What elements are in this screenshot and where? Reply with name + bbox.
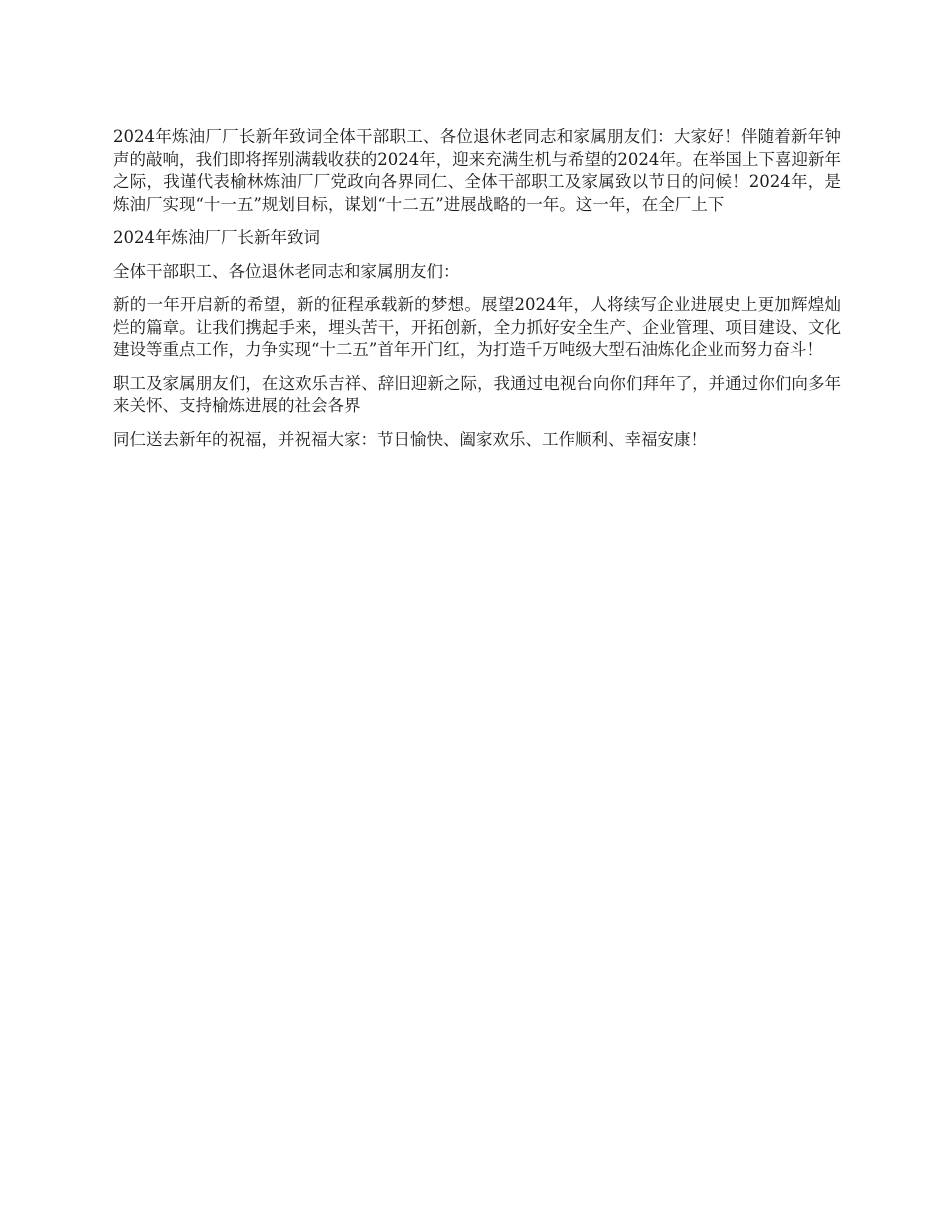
body-paragraph: 新的一年开启新的希望，新的征程承载新的梦想。展望2024年，人将续写企业进展史上更加辉煌灿烂的篇章。让我们携起手来，埋头苦干，开拓创新，全力抓好安全生产、企业管理、项目建设、文化建设等重点工作，力争实现“十二五”首年开门红，为打造千万吨级大型石油炼化企业而努力奋斗！ bbox=[113, 295, 841, 359]
document-title: 2024年炼油厂厂长新年致词 bbox=[113, 228, 320, 247]
body-paragraph: 职工及家属朋友们，在这欢乐吉祥、辞旧迎新之际，我通过电视台向你们拜年了，并通过你们向多年来关怀、支持榆炼进展的社会各界 bbox=[113, 373, 841, 415]
document-body bbox=[113, 126, 841, 462]
intro-paragraph: 2024年炼油厂厂长新年致词全体干部职工、各位退休老同志和家属朋友们：大家好！伴随着新年钟声的敲响，我们即将挥别满载收获的2024年，迎来充满生机与希望的2024年。在举国上下喜迎新年之际，我谨代表榆林炼油厂厂党政向各界同仁、全体干部职工及家属致以节日的问候！2024年，是炼油厂实现“十一五”规划目标，谋划“十二五”进展战略的一年。这一年，在全厂上下 bbox=[113, 127, 841, 214]
closing-paragraph: 同仁送去新年的祝福，并祝福大家：节日愉快、阖家欢乐、工作顺利、幸福安康！ bbox=[113, 429, 707, 449]
salutation: 全体干部职工、各位退休老同志和家属朋友们： bbox=[113, 261, 460, 281]
